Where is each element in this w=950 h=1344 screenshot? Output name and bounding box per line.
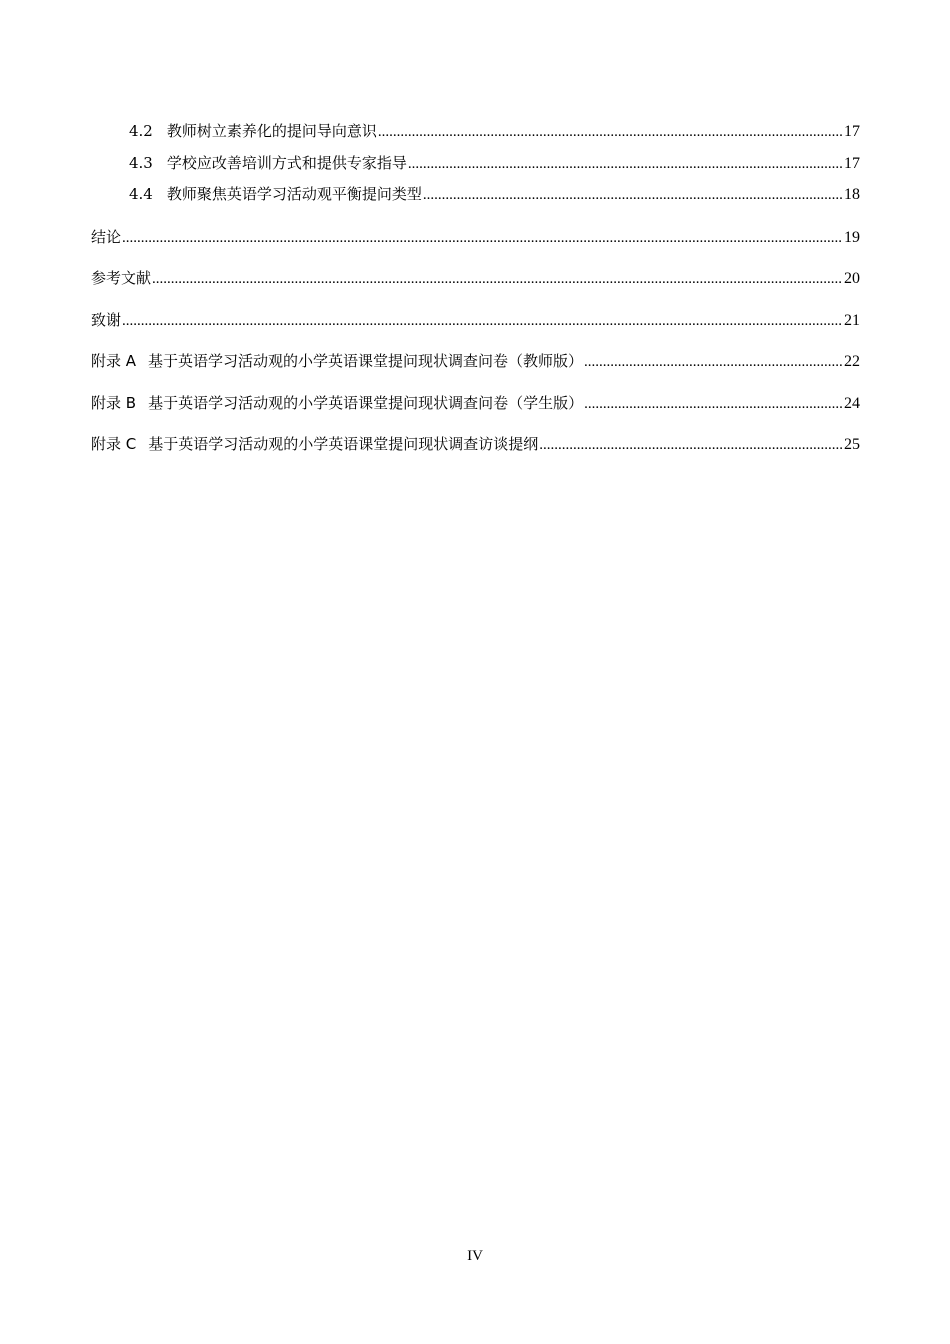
toc-section-number: 4.3 xyxy=(129,153,153,172)
toc-page-number: 17 xyxy=(844,154,860,172)
toc-entry-appendix-a[interactable] xyxy=(91,341,860,383)
toc-entry-label: 结论 xyxy=(91,227,122,246)
toc-page-number: 21 xyxy=(844,311,860,329)
toc-entry-title: 基于英语学习活动观的小学英语课堂提问现状调查问卷（学生版） xyxy=(148,393,584,412)
toc-entry-label: 参考文献 xyxy=(91,269,152,287)
toc-entry-appendix-b[interactable] xyxy=(91,383,860,425)
toc-leader-dots xyxy=(408,149,843,181)
toc-entry-title: 基于英语学习活动观的小学英语课堂提问现状调查访谈提纲 xyxy=(148,435,539,453)
toc-entry-4-2[interactable] xyxy=(91,116,860,148)
toc-section-number: 4.2 xyxy=(129,122,153,140)
toc-leader-dots xyxy=(122,301,843,343)
page-footer-number: IV xyxy=(467,1248,483,1264)
toc-entry-4-4[interactable] xyxy=(91,179,860,211)
toc-entry-label: 附录 B xyxy=(91,393,137,412)
toc-page-number: 17 xyxy=(844,123,860,140)
toc-page-number: 22 xyxy=(844,353,860,370)
toc-entry-label: 附录 C xyxy=(91,435,137,453)
toc-leader-dots xyxy=(539,425,843,467)
toc-section-title: 教师树立素养化的提问导向意识 xyxy=(166,122,377,140)
toc-leader-dots xyxy=(152,259,843,301)
toc-page-number: 18 xyxy=(844,186,860,203)
toc-entry-conclusion[interactable] xyxy=(91,217,860,259)
toc-entry-appendix-c[interactable] xyxy=(91,424,860,466)
toc-entry-references[interactable] xyxy=(91,258,860,300)
table-of-contents xyxy=(91,116,860,466)
toc-leader-dots xyxy=(378,117,843,149)
toc-page-number: 25 xyxy=(844,436,860,453)
toc-entry-4-3[interactable] xyxy=(91,148,860,180)
toc-entry-label: 致谢 xyxy=(91,310,122,329)
toc-leader-dots xyxy=(122,218,843,260)
toc-page-number: 20 xyxy=(844,270,860,287)
toc-leader-dots xyxy=(584,384,843,426)
toc-entry-title: 基于英语学习活动观的小学英语课堂提问现状调查问卷（教师版） xyxy=(148,352,584,370)
toc-section-title: 教师聚焦英语学习活动观平衡提问类型 xyxy=(166,185,422,203)
toc-page-number: 19 xyxy=(844,228,860,246)
toc-entry-label: 附录 A xyxy=(91,352,137,370)
toc-page-number: 24 xyxy=(844,394,860,412)
toc-leader-dots xyxy=(423,180,843,212)
toc-section-number: 4.4 xyxy=(129,185,153,203)
toc-entry-acknowledgements[interactable] xyxy=(91,300,860,342)
toc-leader-dots xyxy=(584,342,843,384)
toc-section-title: 学校应改善培训方式和提供专家指导 xyxy=(166,153,407,172)
